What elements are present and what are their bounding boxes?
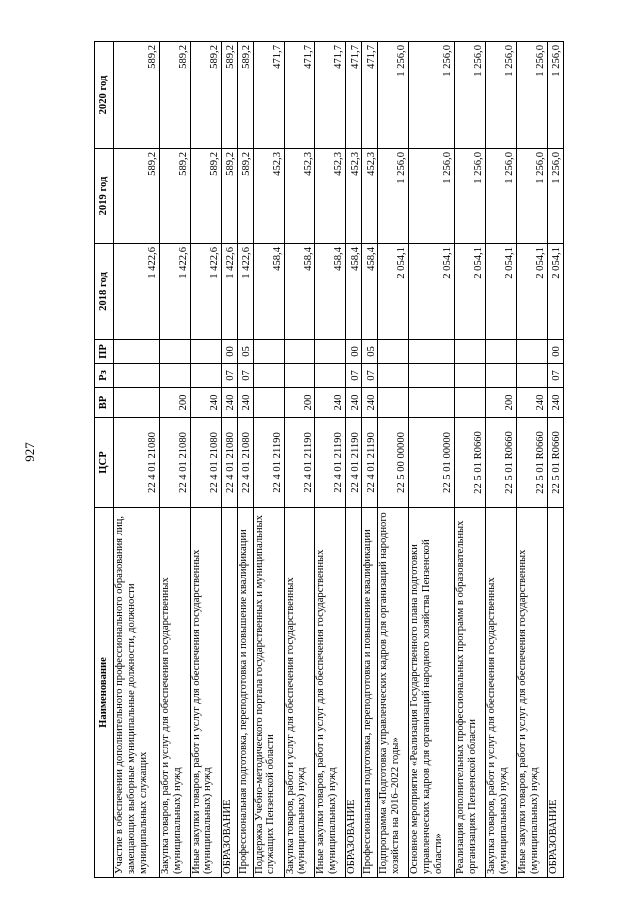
cell-2020: 589,2	[237, 42, 253, 149]
cell-2020: 471,7	[346, 42, 362, 149]
cell-2018: 1 422,6	[190, 244, 221, 340]
cell-2018: 1 422,6	[159, 244, 190, 340]
cell-rz	[455, 364, 486, 388]
cell-name: Основное мероприятие «Реализация Государственного плана подготовки управленческих кадров для организаций народного хозяйства Пензенской области»	[409, 508, 455, 878]
cell-pr	[253, 340, 284, 364]
cell-name: Закупка товаров, работ и услуг для обеспечения государственных (муниципальных) нужд	[159, 508, 190, 878]
cell-2018: 1 422,6	[237, 244, 253, 340]
cell-vr: 200	[485, 388, 516, 418]
cell-pr: 00	[547, 340, 563, 364]
cell-2020: 1 256,0	[516, 42, 547, 149]
cell-2019: 589,2	[237, 149, 253, 244]
cell-2020: 471,7	[315, 42, 346, 149]
cell-vr: 240	[346, 388, 362, 418]
cell-rz	[284, 364, 315, 388]
cell-2020: 589,2	[114, 42, 160, 149]
cell-pr	[516, 340, 547, 364]
cell-2018: 458,4	[315, 244, 346, 340]
cell-csr: 22 4 01 21080	[237, 418, 253, 508]
cell-csr: 22 4 01 21190	[253, 418, 284, 508]
cell-vr: 240	[516, 388, 547, 418]
cell-vr: 240	[190, 388, 221, 418]
table-row	[378, 42, 409, 878]
cell-csr: 22 5 01 R0660	[547, 418, 563, 508]
cell-2020: 589,2	[159, 42, 190, 149]
cell-rz: 07	[547, 364, 563, 388]
cell-csr: 22 5 01 R0660	[516, 418, 547, 508]
table-row	[547, 42, 563, 878]
cell-vr	[114, 388, 160, 418]
cell-name: Иные закупки товаров, работ и услуг для обеспечения государственных (муниципальных) нужд	[516, 508, 547, 878]
cell-pr	[485, 340, 516, 364]
cell-vr: 200	[284, 388, 315, 418]
header-pr: ПР	[95, 340, 114, 364]
cell-2020: 1 256,0	[378, 42, 409, 149]
cell-2018: 1 422,6	[221, 244, 237, 340]
cell-2019: 1 256,0	[547, 149, 563, 244]
cell-2020: 1 256,0	[409, 42, 455, 149]
header-vr: ВР	[95, 388, 114, 418]
table-row	[409, 42, 455, 878]
cell-2020: 1 256,0	[455, 42, 486, 149]
table-row	[237, 42, 253, 878]
cell-csr: 22 5 01 R0660	[485, 418, 516, 508]
cell-rz	[190, 364, 221, 388]
cell-2019: 1 256,0	[409, 149, 455, 244]
cell-2019: 452,3	[284, 149, 315, 244]
cell-csr: 22 4 01 21080	[114, 418, 160, 508]
cell-pr	[284, 340, 315, 364]
cell-rz: 07	[346, 364, 362, 388]
cell-2019: 1 256,0	[455, 149, 486, 244]
cell-2019: 589,2	[114, 149, 160, 244]
cell-2019: 1 256,0	[516, 149, 547, 244]
cell-2020: 471,7	[253, 42, 284, 149]
cell-name: ОБРАЗОВАНИЕ	[221, 508, 237, 878]
cell-csr: 22 4 01 21190	[362, 418, 378, 508]
cell-csr: 22 5 00 00000	[378, 418, 409, 508]
cell-2019: 452,3	[253, 149, 284, 244]
cell-name: ОБРАЗОВАНИЕ	[547, 508, 563, 878]
cell-csr: 22 4 01 21190	[284, 418, 315, 508]
table-row	[485, 42, 516, 878]
cell-pr: 05	[362, 340, 378, 364]
header-csr: ЦСР	[95, 418, 114, 508]
cell-2018: 2 054,1	[455, 244, 486, 340]
table-row	[455, 42, 486, 878]
cell-vr	[253, 388, 284, 418]
cell-rz	[114, 364, 160, 388]
cell-pr	[315, 340, 346, 364]
cell-vr: 240	[221, 388, 237, 418]
cell-name: Профессиональная подготовка, переподготовка и повышение квалификации	[237, 508, 253, 878]
cell-2020: 471,7	[284, 42, 315, 149]
header-rz: Рз	[95, 364, 114, 388]
cell-2020: 589,2	[221, 42, 237, 149]
cell-2019: 589,2	[221, 149, 237, 244]
header-row	[95, 42, 114, 878]
cell-pr	[159, 340, 190, 364]
cell-2019: 452,3	[346, 149, 362, 244]
cell-pr: 00	[346, 340, 362, 364]
cell-vr	[409, 388, 455, 418]
cell-2020: 589,2	[190, 42, 221, 149]
cell-csr: 22 4 01 21190	[346, 418, 362, 508]
cell-2018: 2 054,1	[547, 244, 563, 340]
cell-2018: 458,4	[362, 244, 378, 340]
table-row	[221, 42, 237, 878]
cell-2018: 2 054,1	[516, 244, 547, 340]
cell-name: Закупка товаров, работ и услуг для обеспечения государственных (муниципальных) нужд	[284, 508, 315, 878]
cell-2018: 1 422,6	[114, 244, 160, 340]
cell-csr: 22 4 01 21190	[315, 418, 346, 508]
table-row	[362, 42, 378, 878]
cell-2018: 2 054,1	[378, 244, 409, 340]
cell-vr: 240	[547, 388, 563, 418]
cell-rz	[378, 364, 409, 388]
cell-vr: 240	[237, 388, 253, 418]
cell-csr: 22 5 01 R0660	[455, 418, 486, 508]
cell-2019: 589,2	[190, 149, 221, 244]
table-row	[516, 42, 547, 878]
cell-pr: 05	[237, 340, 253, 364]
cell-pr	[409, 340, 455, 364]
table-row	[315, 42, 346, 878]
header-2018: 2018 год	[95, 244, 114, 340]
cell-2018: 458,4	[284, 244, 315, 340]
cell-rz	[516, 364, 547, 388]
rotated-table-wrapper	[94, 42, 564, 878]
table-row	[284, 42, 315, 878]
cell-name: Подпрограмма «Подготовка управленческих кадров для организаций народного хозяйства на 2016–2022 годы»	[378, 508, 409, 878]
cell-vr: 240	[362, 388, 378, 418]
budget-table	[94, 41, 564, 878]
cell-csr: 22 5 01 00000	[409, 418, 455, 508]
cell-name: Профессиональная подготовка, переподготовка и повышение квалификации	[362, 508, 378, 878]
cell-rz	[315, 364, 346, 388]
cell-vr: 200	[159, 388, 190, 418]
table-row	[253, 42, 284, 878]
cell-2018: 458,4	[346, 244, 362, 340]
cell-pr	[455, 340, 486, 364]
cell-rz	[485, 364, 516, 388]
cell-csr: 22 4 01 21080	[190, 418, 221, 508]
cell-name: Реализация дополнительных профессиональных программ в образовательных организациях Пензенской области	[455, 508, 486, 878]
cell-rz: 07	[221, 364, 237, 388]
page-number: 927	[22, 442, 37, 462]
cell-vr: 240	[315, 388, 346, 418]
cell-2020: 1 256,0	[547, 42, 563, 149]
header-2019: 2019 год	[95, 149, 114, 244]
table-body	[114, 42, 564, 878]
cell-name: Поддержка Учебно-методического портала государственных и муниципальных служащих Пензенской области	[253, 508, 284, 878]
cell-rz	[159, 364, 190, 388]
cell-2019: 452,3	[315, 149, 346, 244]
cell-rz: 07	[362, 364, 378, 388]
cell-name: ОБРАЗОВАНИЕ	[346, 508, 362, 878]
cell-csr: 22 4 01 21080	[159, 418, 190, 508]
cell-pr	[190, 340, 221, 364]
cell-pr	[378, 340, 409, 364]
table-row	[346, 42, 362, 878]
cell-csr: 22 4 01 21080	[221, 418, 237, 508]
table-row	[114, 42, 160, 878]
cell-pr: 00	[221, 340, 237, 364]
header-name: Наименование	[95, 508, 114, 878]
cell-name: Иные закупки товаров, работ и услуг для обеспечения государственных (муниципальных) нужд	[315, 508, 346, 878]
cell-pr	[114, 340, 160, 364]
cell-2019: 1 256,0	[378, 149, 409, 244]
cell-name: Участие в обеспечении дополнительного профессионального образования лиц, замещающих выборные муниципальные должности, должности муниципальных служащих	[114, 508, 160, 878]
cell-2018: 2 054,1	[409, 244, 455, 340]
cell-rz	[253, 364, 284, 388]
cell-2020: 1 256,0	[485, 42, 516, 149]
cell-2018: 458,4	[253, 244, 284, 340]
cell-name: Закупка товаров, работ и услуг для обеспечения государственных (муниципальных) нужд	[485, 508, 516, 878]
cell-2019: 1 256,0	[485, 149, 516, 244]
header-2020: 2020 год	[95, 42, 114, 149]
cell-2020: 471,7	[362, 42, 378, 149]
cell-name: Иные закупки товаров, работ и услуг для обеспечения государственных (муниципальных) нужд	[190, 508, 221, 878]
cell-2018: 2 054,1	[485, 244, 516, 340]
cell-vr	[378, 388, 409, 418]
table-row	[159, 42, 190, 878]
cell-2019: 589,2	[159, 149, 190, 244]
table-row	[190, 42, 221, 878]
cell-rz: 07	[237, 364, 253, 388]
cell-rz	[409, 364, 455, 388]
cell-vr	[455, 388, 486, 418]
cell-2019: 452,3	[362, 149, 378, 244]
